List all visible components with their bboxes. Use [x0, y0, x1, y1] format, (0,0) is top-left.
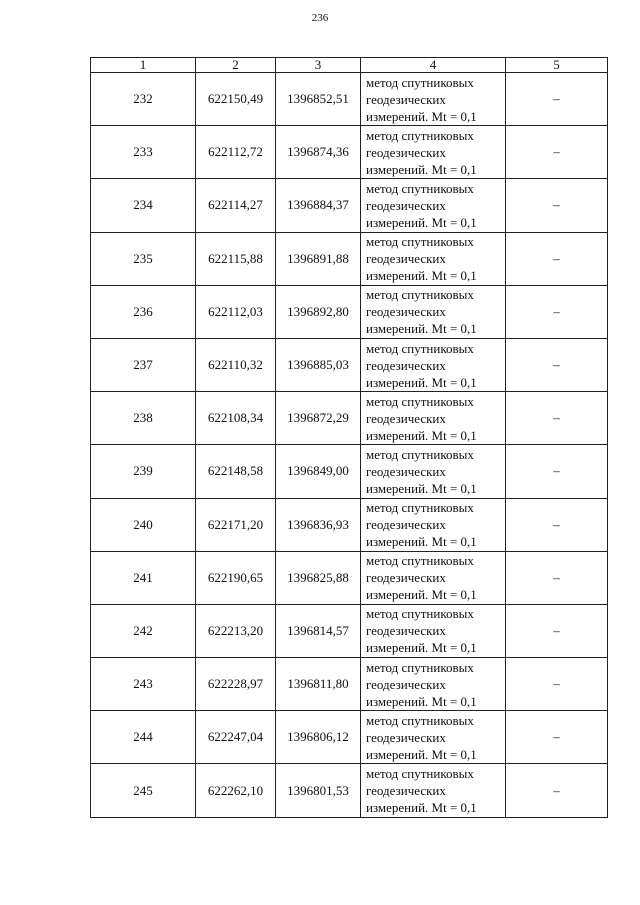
point-number-cell: 245 [91, 764, 196, 817]
note-cell: – [506, 764, 608, 817]
method-line: метод спутниковых [366, 500, 474, 516]
point-number-cell: 235 [91, 232, 196, 285]
note-cell: – [506, 658, 608, 711]
method-cell [361, 551, 506, 604]
x-coordinate-cell: 622213,20 [196, 604, 276, 657]
method-line: метод спутниковых [366, 766, 474, 782]
x-coordinate-cell: 622171,20 [196, 498, 276, 551]
point-number-cell: 242 [91, 604, 196, 657]
method-cell [361, 445, 506, 498]
method-cell [361, 338, 506, 391]
method-cell [361, 73, 506, 126]
table-row [91, 551, 608, 604]
method-line: геодезических [366, 676, 446, 692]
method-line: геодезических [366, 463, 446, 479]
method-cell [361, 179, 506, 232]
x-coordinate-cell: 622228,97 [196, 658, 276, 711]
y-coordinate-cell: 1396806,12 [276, 711, 361, 764]
method-cell [361, 126, 506, 179]
point-number-cell: 240 [91, 498, 196, 551]
note-cell: – [506, 551, 608, 604]
table-header [91, 58, 608, 73]
note-cell: – [506, 73, 608, 126]
method-line: измерений. Mt = 0,1 [366, 587, 477, 603]
x-coordinate-cell: 622148,58 [196, 445, 276, 498]
note-cell: – [506, 498, 608, 551]
header-cell: 5 [506, 58, 608, 73]
method-line: измерений. Mt = 0,1 [366, 321, 477, 337]
table-row [91, 73, 608, 126]
y-coordinate-cell: 1396852,51 [276, 73, 361, 126]
x-coordinate-cell: 622110,32 [196, 338, 276, 391]
method-line: измерений. Mt = 0,1 [366, 374, 477, 390]
method-cell [361, 658, 506, 711]
method-line: геодезических [366, 197, 446, 213]
x-coordinate-cell: 622190,65 [196, 551, 276, 604]
x-coordinate-cell: 622112,72 [196, 126, 276, 179]
method-cell [361, 711, 506, 764]
method-line: измерений. Mt = 0,1 [366, 693, 477, 709]
method-line: геодезических [366, 729, 446, 745]
method-line: метод спутниковых [366, 74, 474, 90]
point-number-cell: 234 [91, 179, 196, 232]
method-cell [361, 232, 506, 285]
method-cell [361, 498, 506, 551]
table-row [91, 658, 608, 711]
method-line: измерений. Mt = 0,1 [366, 268, 477, 284]
y-coordinate-cell: 1396874,36 [276, 126, 361, 179]
y-coordinate-cell: 1396872,29 [276, 392, 361, 445]
method-line: геодезических [366, 251, 446, 267]
point-number-cell: 239 [91, 445, 196, 498]
point-number-cell: 238 [91, 392, 196, 445]
table-row [91, 285, 608, 338]
y-coordinate-cell: 1396801,53 [276, 764, 361, 817]
method-line: геодезических [366, 357, 446, 373]
point-number-cell: 237 [91, 338, 196, 391]
point-number-cell: 233 [91, 126, 196, 179]
method-line: измерений. Mt = 0,1 [366, 108, 477, 124]
x-coordinate-cell: 622247,04 [196, 711, 276, 764]
y-coordinate-cell: 1396885,03 [276, 338, 361, 391]
note-cell: – [506, 392, 608, 445]
method-cell [361, 285, 506, 338]
point-number-cell: 243 [91, 658, 196, 711]
method-line: метод спутниковых [366, 340, 474, 356]
table-row [91, 445, 608, 498]
page-number: 236 [311, 12, 329, 24]
header-cell: 1 [91, 58, 196, 73]
method-line: измерений. Mt = 0,1 [366, 161, 477, 177]
method-line: геодезических [366, 410, 446, 426]
table-row [91, 604, 608, 657]
method-line: измерений. Mt = 0,1 [366, 427, 477, 443]
method-line: метод спутниковых [366, 553, 474, 569]
table-row [91, 232, 608, 285]
y-coordinate-cell: 1396884,37 [276, 179, 361, 232]
method-line: метод спутниковых [366, 606, 474, 622]
method-line: измерений. Mt = 0,1 [366, 746, 477, 762]
table-header-row [91, 58, 608, 73]
x-coordinate-cell: 622112,03 [196, 285, 276, 338]
method-line: измерений. Mt = 0,1 [366, 640, 477, 656]
table-row [91, 764, 608, 817]
header-cell: 2 [196, 58, 276, 73]
coordinates-table [90, 57, 608, 818]
method-line: измерений. Mt = 0,1 [366, 214, 477, 230]
method-line: метод спутниковых [366, 393, 474, 409]
y-coordinate-cell: 1396891,88 [276, 232, 361, 285]
table-row [91, 392, 608, 445]
method-line: метод спутниковых [366, 659, 474, 675]
note-cell: – [506, 285, 608, 338]
method-line: метод спутниковых [366, 287, 474, 303]
table-row [91, 711, 608, 764]
table-body [91, 73, 608, 818]
y-coordinate-cell: 1396814,57 [276, 604, 361, 657]
x-coordinate-cell: 622115,88 [196, 232, 276, 285]
method-line: метод спутниковых [366, 127, 474, 143]
method-line: геодезических [366, 783, 446, 799]
note-cell: – [506, 126, 608, 179]
note-cell: – [506, 604, 608, 657]
y-coordinate-cell: 1396836,93 [276, 498, 361, 551]
method-line: геодезических [366, 623, 446, 639]
x-coordinate-cell: 622262,10 [196, 764, 276, 817]
header-cell: 4 [361, 58, 506, 73]
x-coordinate-cell: 622108,34 [196, 392, 276, 445]
point-number-cell: 232 [91, 73, 196, 126]
point-number-cell: 241 [91, 551, 196, 604]
method-line: измерений. Mt = 0,1 [366, 480, 477, 496]
y-coordinate-cell: 1396825,88 [276, 551, 361, 604]
method-cell [361, 604, 506, 657]
method-line: геодезических [366, 570, 446, 586]
table-row [91, 498, 608, 551]
method-line: геодезических [366, 144, 446, 160]
note-cell: – [506, 445, 608, 498]
point-number-cell: 244 [91, 711, 196, 764]
note-cell: – [506, 711, 608, 764]
note-cell: – [506, 338, 608, 391]
method-cell [361, 392, 506, 445]
table-row [91, 126, 608, 179]
method-line: геодезических [366, 517, 446, 533]
x-coordinate-cell: 622114,27 [196, 179, 276, 232]
method-line: геодезических [366, 91, 446, 107]
y-coordinate-cell: 1396811,80 [276, 658, 361, 711]
header-cell: 3 [276, 58, 361, 73]
table-row [91, 338, 608, 391]
method-line: метод спутниковых [366, 180, 474, 196]
y-coordinate-cell: 1396892,80 [276, 285, 361, 338]
note-cell: – [506, 232, 608, 285]
method-cell [361, 764, 506, 817]
method-line: метод спутниковых [366, 712, 474, 728]
point-number-cell: 236 [91, 285, 196, 338]
method-line: измерений. Mt = 0,1 [366, 800, 477, 816]
x-coordinate-cell: 622150,49 [196, 73, 276, 126]
method-line: измерений. Mt = 0,1 [366, 534, 477, 550]
table-row [91, 179, 608, 232]
y-coordinate-cell: 1396849,00 [276, 445, 361, 498]
note-cell: – [506, 179, 608, 232]
method-line: метод спутниковых [366, 446, 474, 462]
method-line: метод спутниковых [366, 234, 474, 250]
method-line: геодезических [366, 304, 446, 320]
